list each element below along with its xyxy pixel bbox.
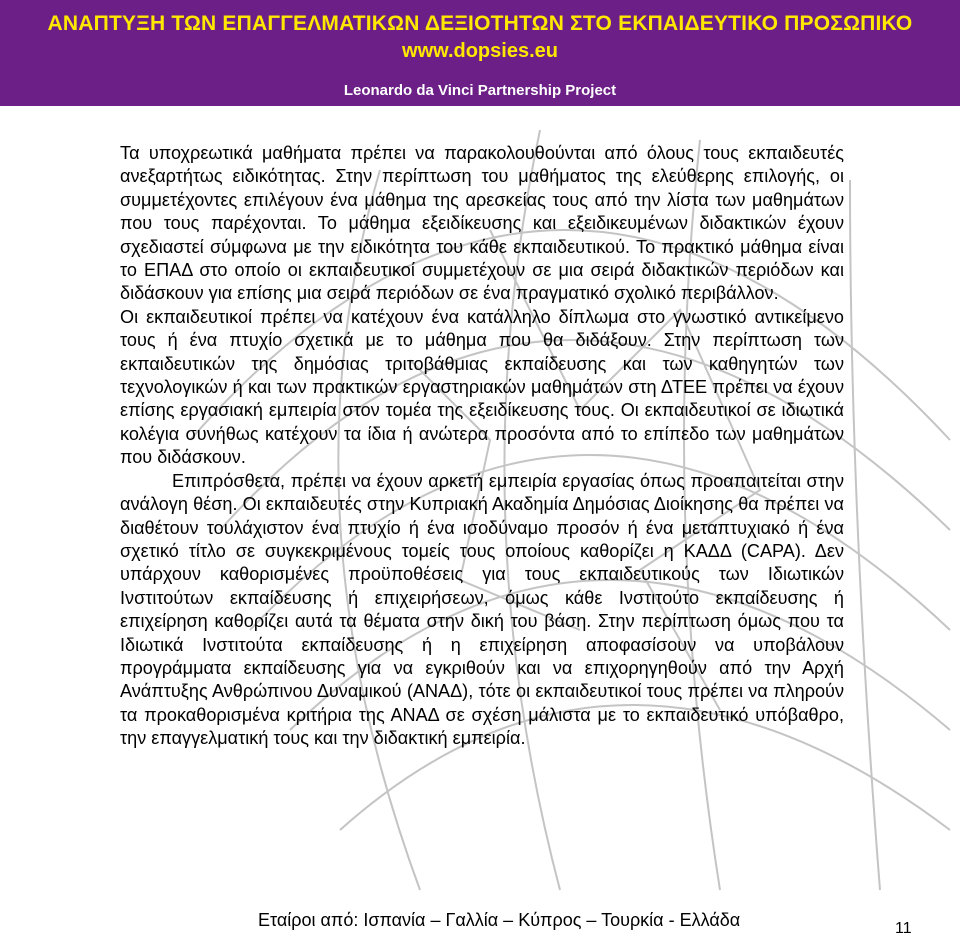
paragraph-experience: Επιπρόσθετα, πρέπει να έχουν αρκετή εμπειρία εργασίας όπως προαπαιτείται στην ανάλογη θέση. Οι εκπαιδευτές στην Κυπριακή Ακαδημία Δημόσιας Διοίκησης θα πρέπει να διαθέτουν τουλάχιστον ένα πτυχίο ή ένα ισοδύναμο προσόν ή ένα μεταπτυχιακό ή ένα σχετικό τίτλο σε συγκεκριμένους τομείς τους οποίους καθορίζει η ΚΑΔΔ (CAPA). Δεν υπάρχουν καθορισμένες προϋποθέσεις για τους εκπαιδευτικούς των Ιδιωτικών Ινστιτούτων εκπαίδευσης ή επιχειρήσεων, όμως κάθε Ινστιτούτο εκπαίδευσης ή επιχείρηση καθορίζει αυτά τα θέματα στην δική του βάση. Στην περίπτωση όμως που τα Ιδιωτικά Ινστιτούτα εκπαίδευσης ή η επιχείρηση αποφασίσουν να υποβάλουν προγράμματα εκπαίδευσης για να εγκριθούν και να επιχορηγηθούν από την Αρχή Ανάπτυξης Ανθρώπινου Δυναμικού (ΑΝΑΔ), τότε οι εκπαιδευτικοί τους πρέπει να πληρούν τα προκαθορισμένα κριτήρια της ΑΝΑΔ σε σχέση μάλιστα με το εκπαιδευτικό υπόβαθρο, την επαγγελματική τους και την διδακτική εμπειρία. <box>120 470 844 749</box>
project-bar <box>0 76 960 106</box>
paragraph-qualifications: Οι εκπαιδευτικοί πρέπει να κατέχουν ένα κατάλληλο δίπλωμα στο γνωστικό αντικείμενο τους ή ένα πτυχίο σχετικά με το μάθημα που θα διδάξουν. Στην περίπτωση των εκπαιδευτικών της δημόσιας τριτοβάθμιας εκπαίδευσης και των καθηγητών των τεχνολογικών ή και των πρακτικών εργαστηριακών μαθημάτων στη ΔΤΕΕ πρέπει να έχουν επίσης εργασιακή εμπειρία στον τομέα της εξειδίκευσης τους. Οι εκπαιδευτικοί σε ιδιωτικά κολέγια συνήθως κατέχουν τα ίδια ή ανώτερα προσόντα από το επίπεδο των μαθημάτων που διδάσκουν. <box>120 306 844 468</box>
paragraph-mandatory-courses: Τα υποχρεωτικά μαθήματα πρέπει να παρακολουθούνται από όλους τους εκπαιδευτές ανεξαρτήτως ειδικότητας. Στην περίπτωση του μαθήματος της ελεύθερης επιλογής, οι συμμετέχοντες επιλέγουν ένα μάθημα της αρεσκείας τους από την λίστα των μαθημάτων που τους παρέχονται. Το μάθημα εξειδίκευσης και εξειδικευμένων διδακτικών έχουν σχεδιαστεί σύμφωνα με την ειδικότητα του κάθε εκπαιδευτικού. Το πρακτικό μάθημα είναι το ΕΠΑΔ στο οποίο οι εκπαιδευτικοί συμμετέχουν σε μια σειρά διδακτικών περιόδων και διδάσκουν για επίσης μια σειρά περιόδων σε ένα πραγματικό σχολικό περιβάλλον. <box>120 143 844 304</box>
header-url: www.dopsies.eu <box>402 40 558 62</box>
document-body <box>120 142 844 751</box>
page-number: 11 <box>895 920 912 937</box>
project-name: Leonardo da Vinci Partnership Project <box>343 82 617 99</box>
header-title: ΑΝΑΠΤΥΞΗ ΤΩΝ ΕΠΑΓΓΕΛΜΑΤΙΚΩΝ ΔΕΞΙΟΤΗΤΩΝ ΣΤΟ ΕΚΠΑΙΔΕΥΤΙΚΟ ΠΡΟΣΩΠΙΚΟ <box>47 12 913 35</box>
footer-partners: Εταίροι από: Ισπανία – Γαλλία – Κύπρος – Τουρκία - Ελλάδα <box>258 910 741 930</box>
page-header <box>0 0 960 76</box>
